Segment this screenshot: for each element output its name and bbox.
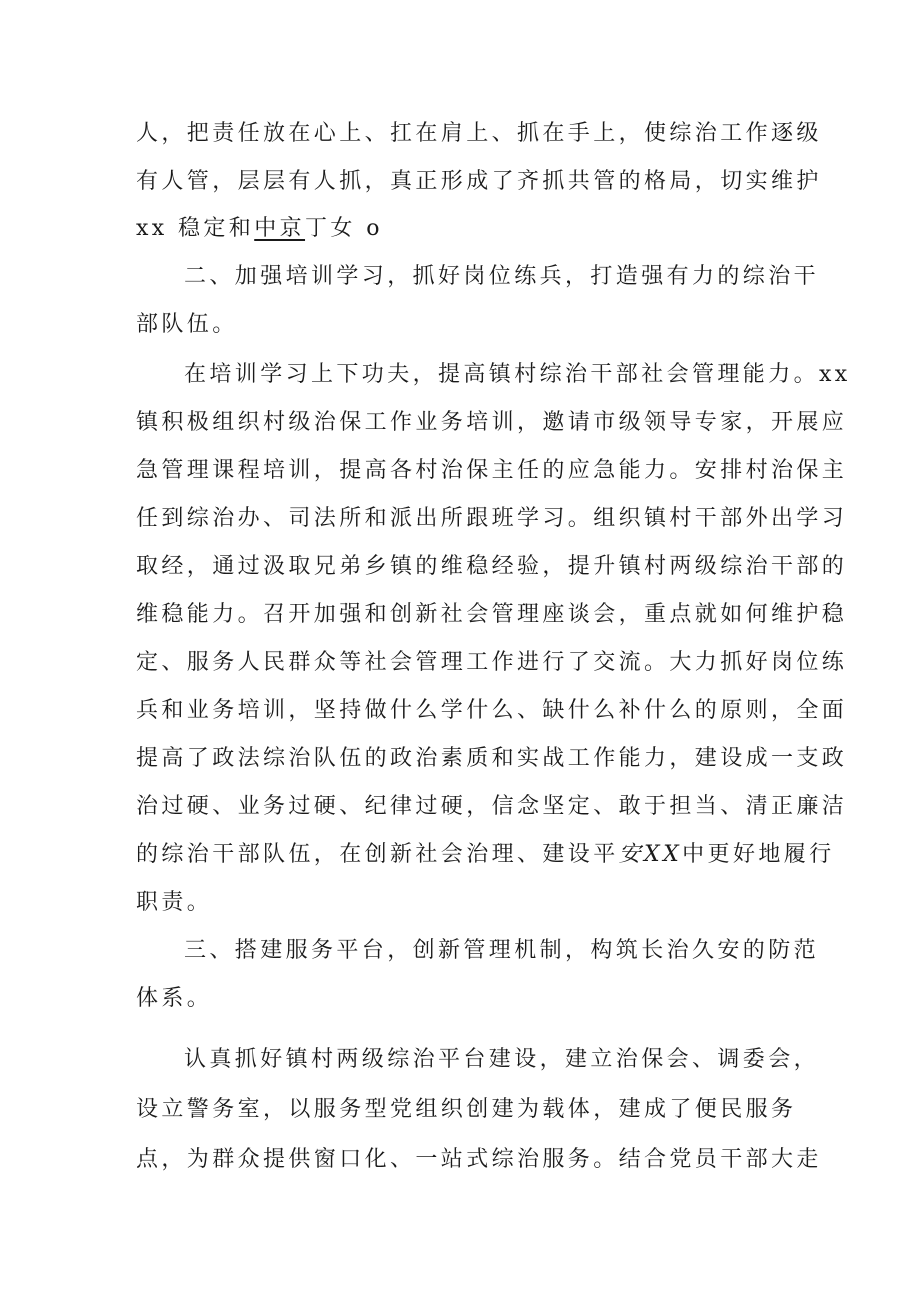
section-heading-continued: 部队伍。 (136, 312, 238, 337)
section-heading-continued: 体系。 (136, 986, 213, 1011)
text-line: 镇积极组织村级治保工作业务培训，邀请市级领导专家，开展应 (136, 410, 848, 435)
text-fragment: 丁女 o (305, 216, 383, 241)
section-heading: 二、加强培训学习，抓好岗位练兵，打造强有力的综治干 (184, 264, 820, 289)
text-line: 点，为群众提供窗口化、一站式综治服务。结合党员干部大走 (136, 1147, 822, 1172)
text-line: 治过硬、业务过硬、纪律过硬，信念坚定、敢于担当、清正廉洁 (136, 794, 848, 819)
section-heading: 三、搭建服务平台，创新管理机制，构筑长治久安的防范 (184, 938, 820, 963)
text-fragment: 的综治干部队伍，在创新社会治理、建设平 (136, 842, 619, 867)
text-line: 兵和业务培训，坚持做什么学什么、缺什么补什么的原则，全面 (136, 698, 848, 723)
text-line (136, 207, 786, 251)
text-line: 任到综治办、司法所和派出所跟班学习。组织镇村干部外出学习 (136, 506, 848, 531)
text-line: 急管理课程培训，提高各村治保主任的应急能力。安排村治保主 (136, 458, 848, 483)
text-fragment: xx 稳定和 (136, 216, 255, 241)
text-line: 职责。 (136, 890, 213, 915)
underlined-text: 中京 (254, 216, 306, 241)
text-line: 人，把责任放在心上、扛在肩上、抓在手上，使综治工作逐级 (136, 121, 822, 146)
text-line: 提高了政法综治队伍的政治素质和实战工作能力，建设成一支政 (136, 746, 848, 771)
text-line: 取经，通过汲取兄弟乡镇的维稳经验，提升镇村两级综治干部的 (136, 554, 848, 579)
text-line: 设立警务室，以服务型党组织创建为载体，建成了便民服务 (136, 1097, 797, 1122)
text-fragment: 中更好地履行 (682, 842, 835, 867)
text-line (136, 833, 835, 877)
text-line: 有人管，层层有人抓，真正形成了齐抓共管的格局，切实维护 (136, 169, 822, 194)
text-line: 维稳能力。召开加强和创新社会管理座谈会，重点就如何维护稳 (136, 602, 848, 627)
paragraph-first-line: 在培训学习上下功夫，提高镇村综治干部社会管理能力。xx (184, 362, 851, 387)
text-line: 定、服务人民群众等社会管理工作进行了交流。大力抓好岗位练 (136, 650, 848, 675)
paragraph-first-line: 认真抓好镇村两级综治平台建设，建立治保会、调委会， (184, 1047, 820, 1072)
italic-text: 安XX (618, 842, 683, 867)
